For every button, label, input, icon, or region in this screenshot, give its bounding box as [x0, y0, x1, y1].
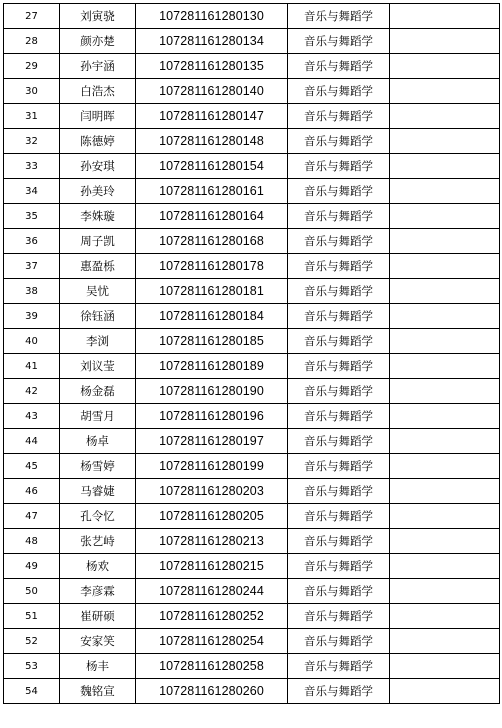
note-cell [390, 529, 500, 554]
major-cell: 音乐与舞蹈学 [288, 229, 390, 254]
note-cell [390, 54, 500, 79]
student-name-cell: 刘寅骁 [60, 4, 136, 29]
row-number-cell: 30 [4, 79, 60, 104]
note-cell [390, 154, 500, 179]
admission-list-table [3, 3, 500, 704]
note-cell [390, 604, 500, 629]
row-number-cell: 46 [4, 479, 60, 504]
table-row [4, 679, 500, 704]
table-row [4, 554, 500, 579]
note-cell [390, 654, 500, 679]
table-row [4, 279, 500, 304]
exam-id-cell: 107281161280190 [136, 379, 288, 404]
note-cell [390, 179, 500, 204]
row-number-cell: 54 [4, 679, 60, 704]
major-cell: 音乐与舞蹈学 [288, 579, 390, 604]
exam-id-cell: 107281161280260 [136, 679, 288, 704]
exam-id-cell: 107281161280168 [136, 229, 288, 254]
major-cell: 音乐与舞蹈学 [288, 454, 390, 479]
row-number-cell: 51 [4, 604, 60, 629]
note-cell [390, 304, 500, 329]
table-row [4, 629, 500, 654]
student-name-cell: 胡雪月 [60, 404, 136, 429]
row-number-cell: 43 [4, 404, 60, 429]
exam-id-cell: 107281161280135 [136, 54, 288, 79]
table-row [4, 79, 500, 104]
exam-id-cell: 107281161280254 [136, 629, 288, 654]
table-row [4, 254, 500, 279]
note-cell [390, 229, 500, 254]
row-number-cell: 27 [4, 4, 60, 29]
major-cell: 音乐与舞蹈学 [288, 329, 390, 354]
row-number-cell: 32 [4, 129, 60, 154]
major-cell: 音乐与舞蹈学 [288, 54, 390, 79]
major-cell: 音乐与舞蹈学 [288, 279, 390, 304]
table-row [4, 454, 500, 479]
exam-id-cell: 107281161280140 [136, 79, 288, 104]
major-cell: 音乐与舞蹈学 [288, 4, 390, 29]
row-number-cell: 28 [4, 29, 60, 54]
exam-id-cell: 107281161280213 [136, 529, 288, 554]
student-name-cell: 安家笑 [60, 629, 136, 654]
student-name-cell: 颜亦楚 [60, 29, 136, 54]
table-row [4, 304, 500, 329]
major-cell: 音乐与舞蹈学 [288, 104, 390, 129]
row-number-cell: 53 [4, 654, 60, 679]
note-cell [390, 329, 500, 354]
table-row [4, 529, 500, 554]
note-cell [390, 4, 500, 29]
table-row [4, 379, 500, 404]
table-row [4, 29, 500, 54]
exam-id-cell: 107281161280205 [136, 504, 288, 529]
exam-id-cell: 107281161280258 [136, 654, 288, 679]
student-name-cell: 张艺峙 [60, 529, 136, 554]
exam-id-cell: 107281161280215 [136, 554, 288, 579]
student-name-cell: 杨欢 [60, 554, 136, 579]
major-cell: 音乐与舞蹈学 [288, 679, 390, 704]
major-cell: 音乐与舞蹈学 [288, 179, 390, 204]
row-number-cell: 49 [4, 554, 60, 579]
table-row [4, 654, 500, 679]
row-number-cell: 31 [4, 104, 60, 129]
note-cell [390, 429, 500, 454]
student-name-cell: 孙宇涵 [60, 54, 136, 79]
major-cell: 音乐与舞蹈学 [288, 479, 390, 504]
major-cell: 音乐与舞蹈学 [288, 604, 390, 629]
table-row [4, 204, 500, 229]
note-cell [390, 629, 500, 654]
table-row [4, 104, 500, 129]
major-cell: 音乐与舞蹈学 [288, 629, 390, 654]
row-number-cell: 44 [4, 429, 60, 454]
row-number-cell: 40 [4, 329, 60, 354]
row-number-cell: 42 [4, 379, 60, 404]
student-name-cell: 李浏 [60, 329, 136, 354]
exam-id-cell: 107281161280130 [136, 4, 288, 29]
table-row [4, 54, 500, 79]
student-name-cell: 李姝璇 [60, 204, 136, 229]
student-name-cell: 崔研硕 [60, 604, 136, 629]
row-number-cell: 41 [4, 354, 60, 379]
row-number-cell: 45 [4, 454, 60, 479]
note-cell [390, 379, 500, 404]
student-name-cell: 杨丰 [60, 654, 136, 679]
exam-id-cell: 107281161280189 [136, 354, 288, 379]
exam-id-cell: 107281161280203 [136, 479, 288, 504]
note-cell [390, 354, 500, 379]
major-cell: 音乐与舞蹈学 [288, 379, 390, 404]
note-cell [390, 79, 500, 104]
major-cell: 音乐与舞蹈学 [288, 154, 390, 179]
student-name-cell: 徐钰涵 [60, 304, 136, 329]
major-cell: 音乐与舞蹈学 [288, 129, 390, 154]
exam-id-cell: 107281161280161 [136, 179, 288, 204]
major-cell: 音乐与舞蹈学 [288, 29, 390, 54]
note-cell [390, 554, 500, 579]
exam-id-cell: 107281161280154 [136, 154, 288, 179]
exam-id-cell: 107281161280178 [136, 254, 288, 279]
row-number-cell: 39 [4, 304, 60, 329]
row-number-cell: 36 [4, 229, 60, 254]
row-number-cell: 38 [4, 279, 60, 304]
table-row [4, 479, 500, 504]
major-cell: 音乐与舞蹈学 [288, 204, 390, 229]
exam-id-cell: 107281161280181 [136, 279, 288, 304]
table-row [4, 404, 500, 429]
student-name-cell: 孙美玲 [60, 179, 136, 204]
note-cell [390, 279, 500, 304]
row-number-cell: 48 [4, 529, 60, 554]
note-cell [390, 404, 500, 429]
student-name-cell: 杨金磊 [60, 379, 136, 404]
major-cell: 音乐与舞蹈学 [288, 354, 390, 379]
exam-id-cell: 107281161280184 [136, 304, 288, 329]
note-cell [390, 254, 500, 279]
exam-id-cell: 107281161280197 [136, 429, 288, 454]
note-cell [390, 104, 500, 129]
student-name-cell: 孙安琪 [60, 154, 136, 179]
student-name-cell: 陈德婷 [60, 129, 136, 154]
row-number-cell: 52 [4, 629, 60, 654]
table-row [4, 229, 500, 254]
student-name-cell: 李彦霖 [60, 579, 136, 604]
major-cell: 音乐与舞蹈学 [288, 79, 390, 104]
note-cell [390, 129, 500, 154]
note-cell [390, 29, 500, 54]
major-cell: 音乐与舞蹈学 [288, 254, 390, 279]
note-cell [390, 204, 500, 229]
student-name-cell: 吴忧 [60, 279, 136, 304]
exam-id-cell: 107281161280134 [136, 29, 288, 54]
exam-id-cell: 107281161280148 [136, 129, 288, 154]
major-cell: 音乐与舞蹈学 [288, 554, 390, 579]
table-row [4, 179, 500, 204]
table-row [4, 604, 500, 629]
row-number-cell: 37 [4, 254, 60, 279]
major-cell: 音乐与舞蹈学 [288, 429, 390, 454]
exam-id-cell: 107281161280147 [136, 104, 288, 129]
exam-id-cell: 107281161280252 [136, 604, 288, 629]
table-row [4, 504, 500, 529]
note-cell [390, 454, 500, 479]
major-cell: 音乐与舞蹈学 [288, 404, 390, 429]
row-number-cell: 35 [4, 204, 60, 229]
major-cell: 音乐与舞蹈学 [288, 654, 390, 679]
student-name-cell: 惠盈栎 [60, 254, 136, 279]
exam-id-cell: 107281161280185 [136, 329, 288, 354]
row-number-cell: 33 [4, 154, 60, 179]
note-cell [390, 504, 500, 529]
student-name-cell: 孔令忆 [60, 504, 136, 529]
table-row [4, 429, 500, 454]
table-row [4, 154, 500, 179]
row-number-cell: 34 [4, 179, 60, 204]
note-cell [390, 479, 500, 504]
row-number-cell: 29 [4, 54, 60, 79]
major-cell: 音乐与舞蹈学 [288, 304, 390, 329]
exam-id-cell: 107281161280199 [136, 454, 288, 479]
exam-id-cell: 107281161280244 [136, 579, 288, 604]
student-name-cell: 马睿婕 [60, 479, 136, 504]
note-cell [390, 579, 500, 604]
table-body [4, 4, 500, 704]
note-cell [390, 679, 500, 704]
row-number-cell: 50 [4, 579, 60, 604]
student-name-cell: 魏铭宣 [60, 679, 136, 704]
table-row [4, 129, 500, 154]
exam-id-cell: 107281161280196 [136, 404, 288, 429]
table-row [4, 4, 500, 29]
student-name-cell: 白浩杰 [60, 79, 136, 104]
row-number-cell: 47 [4, 504, 60, 529]
major-cell: 音乐与舞蹈学 [288, 529, 390, 554]
student-name-cell: 刘议莹 [60, 354, 136, 379]
student-name-cell: 闫明晖 [60, 104, 136, 129]
table-row [4, 354, 500, 379]
table-row [4, 579, 500, 604]
major-cell: 音乐与舞蹈学 [288, 504, 390, 529]
table-row [4, 329, 500, 354]
student-name-cell: 杨卓 [60, 429, 136, 454]
student-name-cell: 周子凯 [60, 229, 136, 254]
exam-id-cell: 107281161280164 [136, 204, 288, 229]
student-name-cell: 杨雪婷 [60, 454, 136, 479]
